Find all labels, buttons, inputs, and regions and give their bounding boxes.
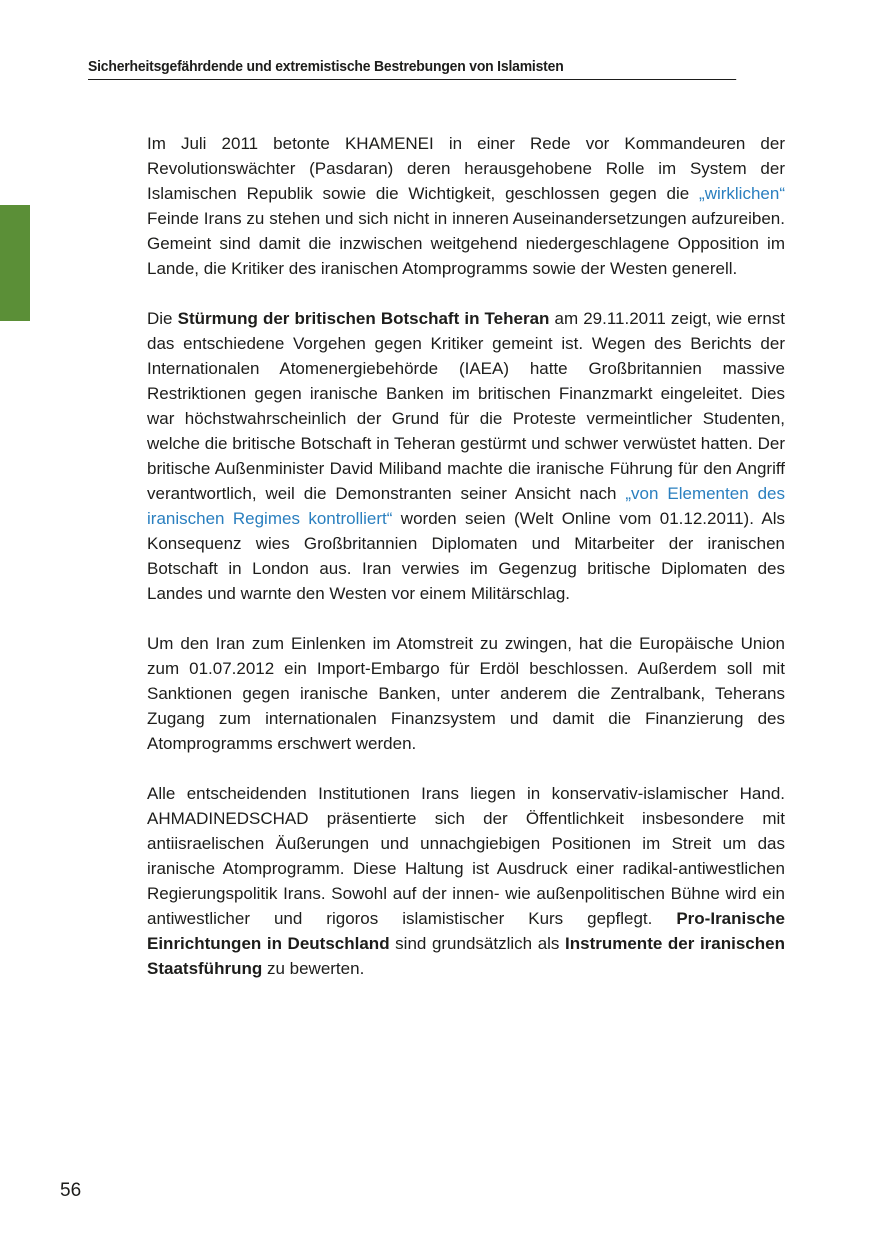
emphasis-pro-iranian-institutions: Pro-Iranische Einrichtungen in Deutschland — [147, 909, 785, 953]
running-header: Sicherheitsgefährdende und extremistische Bestrebungen von Islamisten — [88, 58, 736, 80]
paragraph-4-text-a: Alle entscheidenden Institutionen Irans liegen in konservativ-islamischer Hand. AHMADINEDSCHAD präsentierte sich der Öffentlichkeit insbesondere mit antiisraelischen Äußerungen und unnachgiebigen Positionen im Streit um das iranische Atomprogramm. Diese Haltung ist Ausdruck einer radikal-antiwestlichen Regierungspolitik Irans. Sowohl auf der innen- wie außenpolitischen Bühne wird ein antiwestlicher und rigoros islamistischer Kurs gepflegt. — [147, 784, 785, 928]
chapter-tab-marker — [0, 205, 30, 321]
paragraph-2 — [147, 306, 785, 606]
paragraph-4-text-b: sind grundsätzlich als — [389, 934, 566, 953]
paragraph-2-text-c: worden seien (Welt Online vom 01.12.2011). Als Konsequenz wies Großbritannien Diplomaten und Mitarbeiter der iranischen Botschaft in London aus. Iran verwies im Gegenzug britische Diplomaten des Landes und warnte den Westen vor einem Militärschlag. — [147, 509, 786, 603]
paragraph-1-text-b: Feinde Irans zu stehen und sich nicht in inneren Auseinandersetzungen aufzureiben. Gemeint sind damit die inzwischen weitgehend niedergeschlagene Opposition im Lande, die Kritiker des iranischen Atomprogramms sowie der Westen generell. — [147, 209, 785, 278]
page-number: 56 — [60, 1180, 82, 1201]
quote-regime-elements: „von Elementen des iranischen Regimes kontrolliert“ — [147, 484, 785, 528]
paragraph-2-text-b: am 29.11.2011 zeigt, wie ernst das entschiedene Vorgehen gegen Kritiker gemeint ist. Wegen des Berichts der Internationalen Atomenergiebehörde (IAEA) hatte Großbritannien massive Restriktionen gegen iranische Banken im britischen Finanzmarkt eingeleitet. Dies war höchstwahrscheinlich der Grund für die Proteste vermeintlicher Studenten, welche die britische Botschaft in Teheran gestürmt und schwer verwüstet hatten. Der britische Außenminister David Miliband machte die iranische Führung für den Angriff verantwortlich, weil die Demonstranten seiner Ansicht nach — [147, 309, 786, 503]
body-text — [147, 131, 785, 981]
paragraph-3 — [147, 631, 785, 756]
paragraph-2-text-a: Die — [147, 309, 178, 328]
quote-wirklichen: „wirklichen“ — [699, 184, 785, 203]
emphasis-state-instruments: Instrumente der iranischen Staatsführung — [147, 934, 785, 978]
paragraph-4-text-c: zu bewerten. — [262, 959, 365, 978]
paragraph-1 — [147, 131, 785, 281]
paragraph-1-text-a: Im Juli 2011 betonte KHAMENEI in einer Rede vor Kommandeuren der Revolutionswächter (Pasdaran) deren herausgehobene Rolle im System der Islamischen Republik sowie die Wichtigkeit, geschlossen gegen die — [147, 134, 785, 203]
paragraph-3-text: Um den Iran zum Einlenken im Atomstreit zu zwingen, hat die Europäische Union zum 01.07.2012 ein Import-Embargo für Erdöl beschlossen. Außerdem soll mit Sanktionen gegen iranische Banken, unter anderem die Zentralbank, Teherans Zugang zum internationalen Finanzsystem und damit die Finanzierung des Atomprogramms erschwert werden. — [147, 634, 785, 753]
emphasis-embassy-storming: Stürmung der britischen Botschaft in Teheran — [177, 309, 550, 328]
paragraph-4 — [147, 781, 785, 981]
